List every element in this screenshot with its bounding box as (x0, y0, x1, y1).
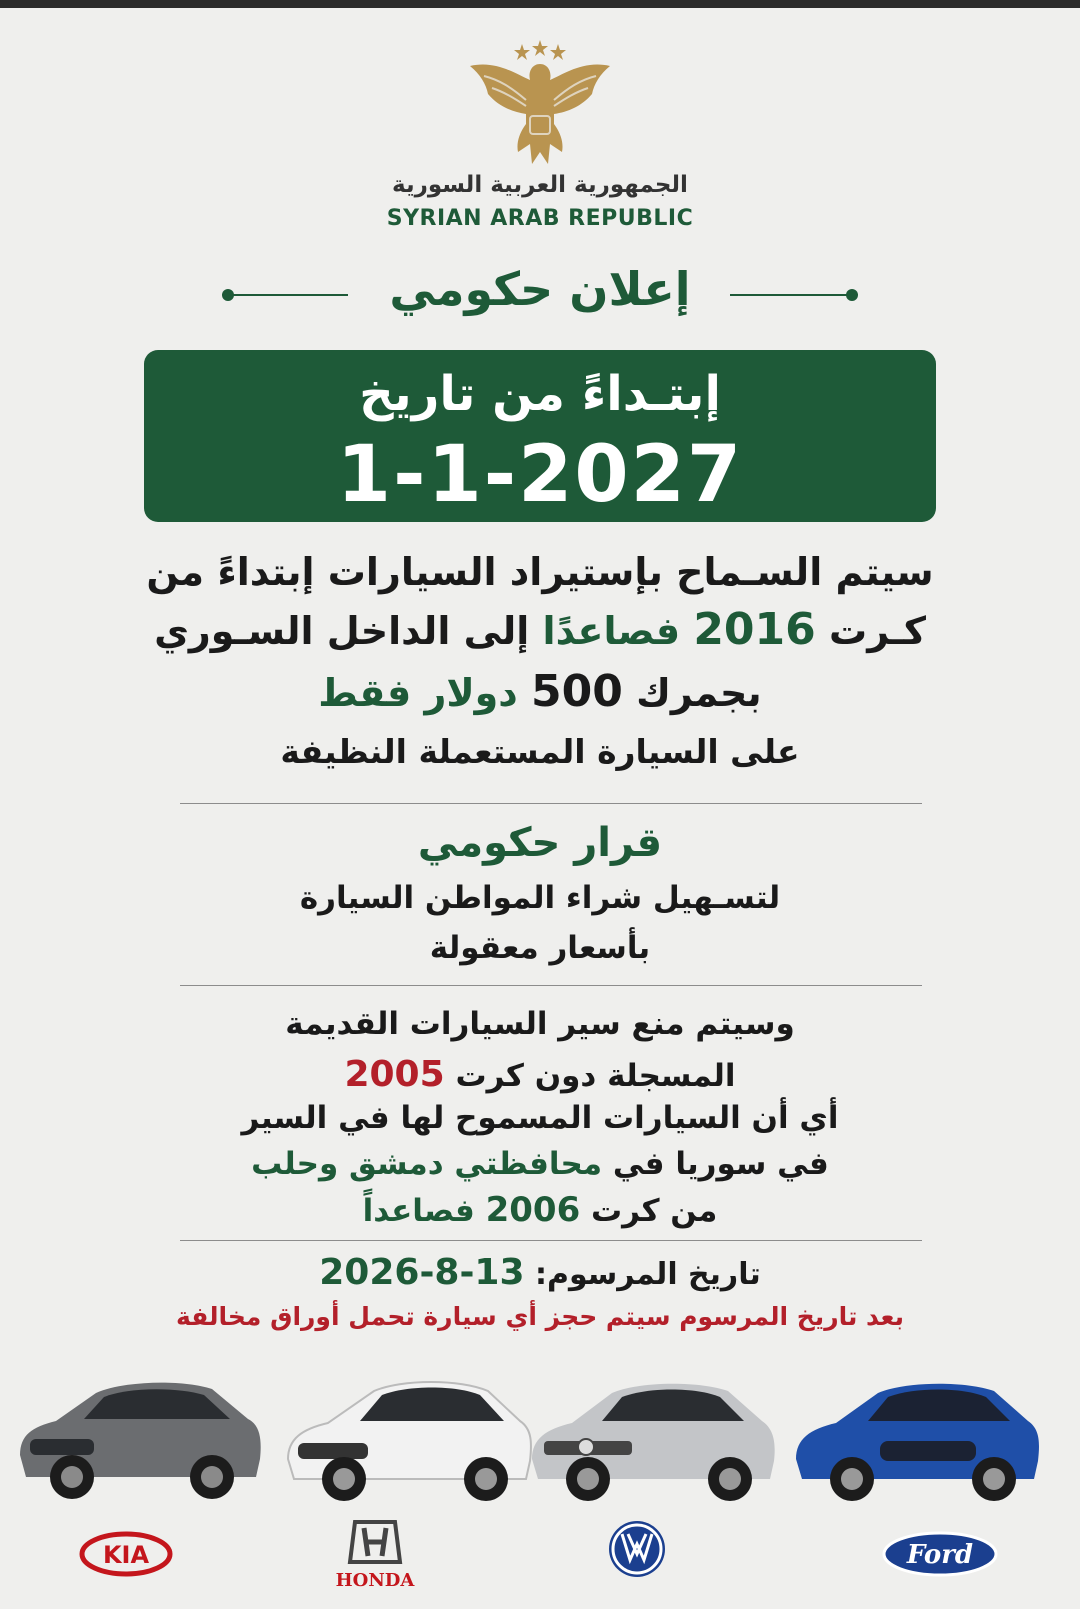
card-word: كـرت (829, 609, 926, 653)
upward-word: فصاعداً (362, 1193, 475, 1229)
customs-word: بجمرك (636, 671, 762, 715)
top-bar (0, 0, 1080, 8)
registered-without-card: المسجلة دون كرت (455, 1058, 736, 1094)
upward-word: فصاعدًا (542, 609, 681, 653)
ban-text-line5 (0, 1190, 1080, 1230)
ford-car-image (790, 1355, 1042, 1505)
import-text-line2 (0, 604, 1080, 655)
decision-text-line2: بأسعار معقولة (429, 930, 651, 966)
clean-used-car-text: على السيارة المستعملة النظيفة (280, 732, 800, 771)
year-2016: 2016 (693, 604, 816, 655)
customs-line (0, 666, 1080, 717)
banner-date: 1-1-2027 (336, 430, 744, 520)
divider (180, 1240, 922, 1241)
ban-text-line4 (0, 1146, 1080, 1182)
divider (180, 985, 922, 986)
svg-text:HONDA: HONDA (335, 1570, 415, 1591)
honda-car-image (282, 1355, 534, 1505)
dollars-only: دولار فقط (318, 671, 518, 715)
date-banner (144, 350, 936, 522)
volkswagen-car-image (526, 1355, 778, 1505)
seizure-warning: بعد تاريخ المرسوم سيتم حجز أي سيارة تحمل أوراق مخالفة (175, 1302, 904, 1331)
kia-car-image (12, 1355, 264, 1505)
decree-date: 13-8-2026 (319, 1252, 525, 1293)
ban-text-line2 (0, 1054, 1080, 1095)
decorative-dot (846, 289, 858, 301)
decree-date-line (0, 1252, 1080, 1293)
volkswagen-logo-icon (606, 1518, 668, 1580)
into-syria-text: إلى الداخل السـوري (154, 609, 530, 653)
country-name-english: SYRIAN ARAB REPUBLIC (386, 206, 694, 231)
decision-text-line1: لتسـهيل شراء المواطن السيارة (299, 880, 781, 916)
year-2005: 2005 (344, 1054, 445, 1095)
ban-text-line1: وسيتم منع سير السيارات القديمة (285, 1006, 795, 1042)
ford-logo-icon (880, 1530, 1000, 1578)
eagle-emblem-icon (466, 40, 614, 170)
decorative-line (730, 294, 850, 296)
from-card: من كرت (591, 1193, 718, 1229)
in-syria-in: في سوريا في (612, 1146, 829, 1182)
honda-logo-icon (320, 1518, 430, 1592)
damascus-aleppo: محافظتي دمشق وحلب (251, 1146, 603, 1182)
divider (180, 803, 922, 804)
svg-text:Ford: Ford (906, 1540, 974, 1570)
decorative-line (230, 294, 348, 296)
svg-text:KIA: KIA (102, 1541, 150, 1569)
customs-amount: 500 (530, 666, 623, 717)
import-text-line1: سيتم السـماح بإستيراد السيارات إبتداءً من (146, 550, 934, 594)
government-decision-title: قرار حكومي (417, 820, 663, 866)
ban-text-line3: أي أن السيارات المسموح لها في السير (241, 1100, 839, 1136)
country-name-arabic: الجمهورية العربية السورية (392, 172, 688, 198)
year-2006: 2006 (485, 1190, 581, 1230)
svg-text:VW: VW (636, 1578, 638, 1579)
announcement-title: إعلان حكومي (389, 262, 691, 316)
decree-date-label: تاريخ المرسوم: (534, 1257, 761, 1292)
banner-heading: إبتـداءً من تاريخ (359, 366, 721, 422)
kia-logo-icon (78, 1530, 174, 1578)
